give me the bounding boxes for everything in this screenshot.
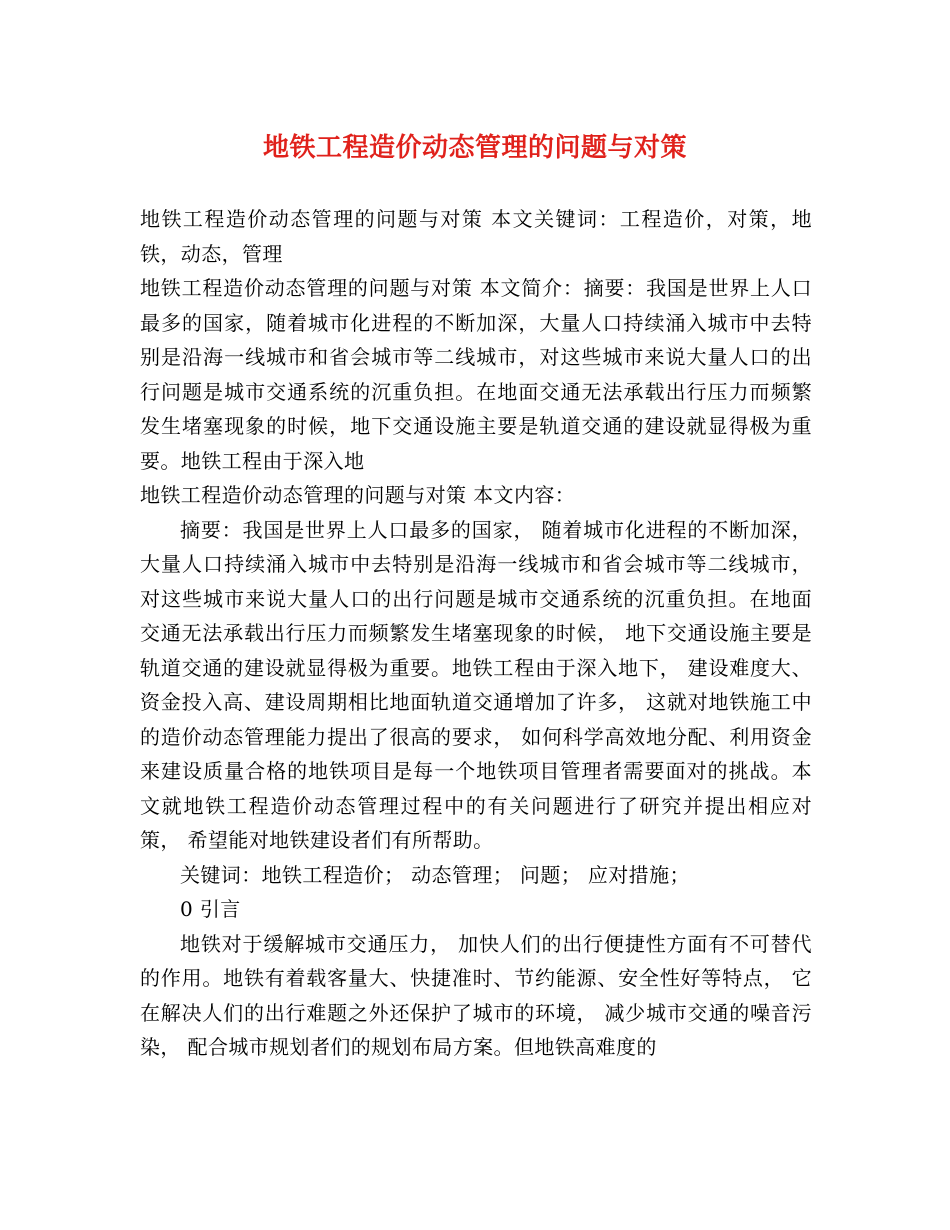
abstract-paragraph: 摘要：我国是世界上人口最多的国家， 随着城市化进程的不断加深， 大量人口持续涌入城市中去特别是沿海一线城市和省会城市等二线城市， 对这些城市来说大量人口的出行问题是城市交通系统的沉重负担。在地面交通无法承载出行压力而频繁发生堵塞现象的时候， 地下交通设施主要是轨道交通的建设就显得极为重要。地铁工程由于深入地下， 建设难度大、资金投入高、建设周期相比地面轨道交通增加了许多， 这就对地铁施工中的造价动态管理能力提出了很高的要求， 如何科学高效地分配、利用资金来建设质量合格的地铁项目是每一个地铁项目管理者需要面对的挑战。本文就地铁工程造价动态管理过程中的有关问题进行了研究并提出相应对策， 希望能对地铁建设者们有所帮助。 [140,517,812,852]
intro-paragraph: 地铁对于缓解城市交通压力， 加快人们的出行便捷性方面有不可替代的作用。地铁有着载客量大、快捷准时、节约能源、安全性好等特点， 它在解决人们的出行难题之外还保护了城市的环境， 减少城市交通的噪音污染， 配合城市规划者们的规划布局方案。但地铁高难度的 [140,931,812,1059]
summary-line: 地铁工程造价动态管理的问题与对策 本文简介：摘要：我国是世界上人口最多的国家，随着城市化进程的不断加深，大量人口持续涌入城市中去特别是沿海一线城市和省会城市等二线城市，对这些城市来说大量人口的出行问题是城市交通系统的沉重负担。在地面交通无法承载出行压力而频繁发生堵塞现象的时候，地下交通设施主要是轨道交通的建设就显得极为重要。地铁工程由于深入地 [140,276,812,473]
keywords-paragraph: 关键词：地铁工程造价； 动态管理； 问题； 应对措施； [180,862,690,887]
section-heading: 0 引言 [180,897,241,921]
document-title: 地铁工程造价动态管理的问题与对策 [262,133,687,163]
content-line: 地铁工程造价动态管理的问题与对策 本文内容： [140,483,576,507]
document-body [140,202,812,1065]
keywords-line: 地铁工程造价动态管理的问题与对策 本文关键词：工程造价，对策，地铁，动态，管理 [140,207,812,266]
